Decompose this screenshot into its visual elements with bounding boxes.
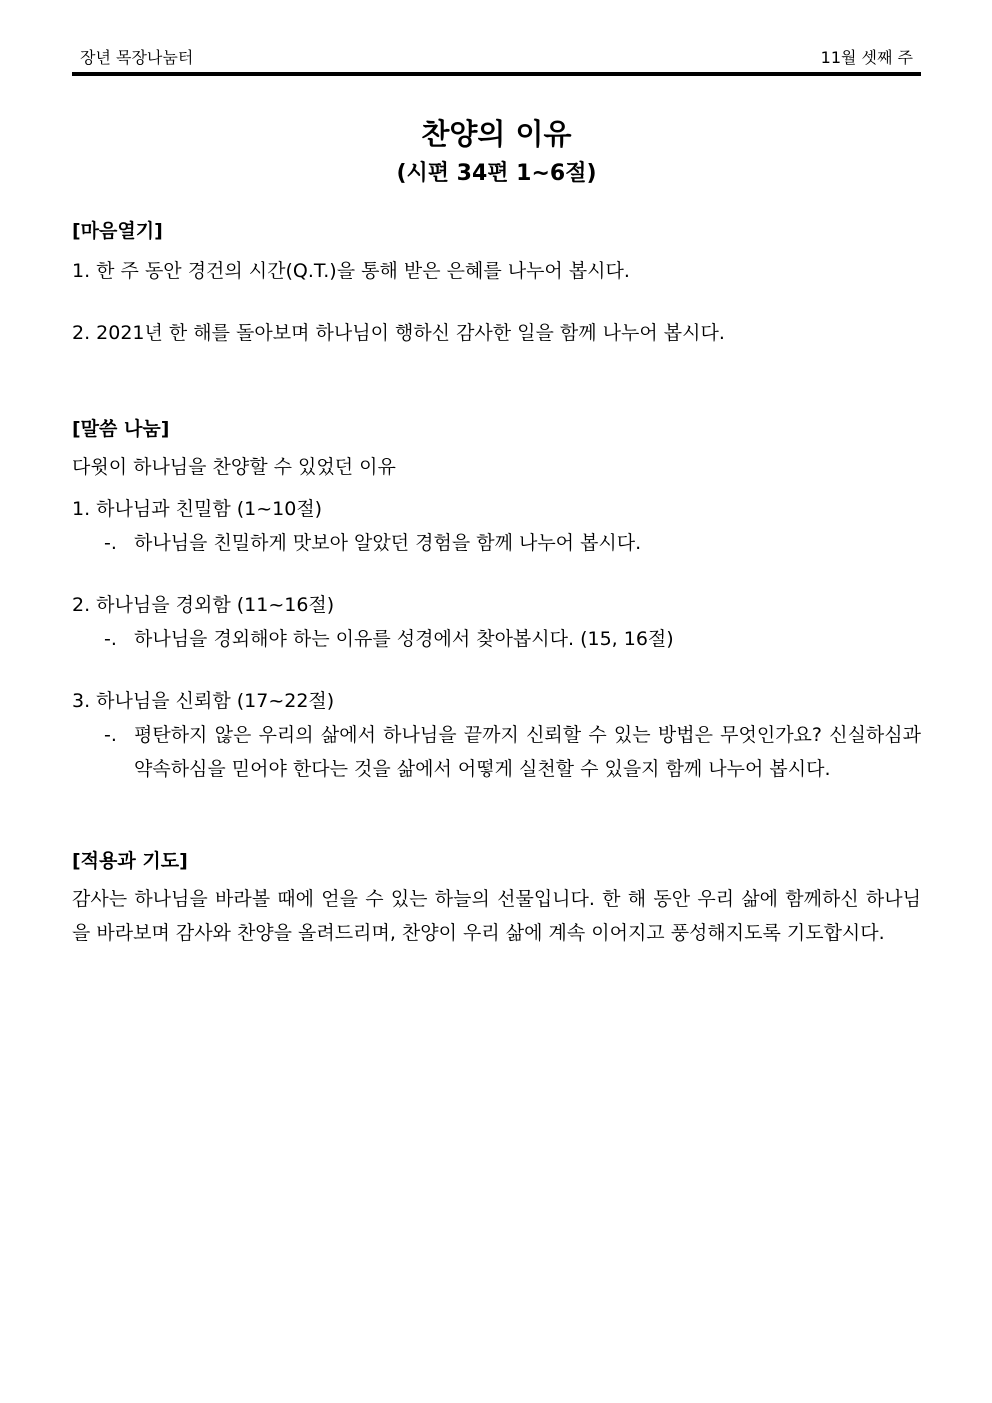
- header-group-name: 장년 목장나눔터: [80, 48, 194, 67]
- word-point-1-title: 1. 하나님과 친밀함 (1~10절): [72, 498, 323, 520]
- document-page: [72, 0, 921, 1403]
- application-text: 감사는 하나님을 바라볼 때에 얻을 수 있는 하늘의 선물입니다. 한 해 동안 우리 삶에 함께하신 하나님을 바라보며 감사와 찬양을 올려드리며, 찬양이 우리 삶에 계속 이어지고 풍성해지도록 기도합시다.: [72, 888, 921, 944]
- word-point-1-detail-text: 하나님을 친밀하게 맛보아 알았던 경험을 함께 나누어 봅시다.: [134, 532, 642, 554]
- page-title: 찬양의 이유: [421, 117, 572, 151]
- section-heading-opening: [마음열기]: [72, 220, 163, 242]
- spacer: [72, 656, 921, 684]
- opening-item-2: 2. 2021년 한 해를 돌아보며 하나님이 행하신 감사한 일을 함께 나누어 봅시다.: [72, 322, 725, 344]
- word-point-2-detail: [72, 622, 921, 656]
- header-week: 11월 셋째 주: [820, 48, 913, 67]
- spacer: [72, 350, 921, 412]
- spacer: [72, 560, 921, 588]
- page-subtitle: (시편 34편 1~6절): [396, 161, 597, 186]
- page-header: [72, 42, 921, 72]
- section-heading-word: [말씀 나눔]: [72, 418, 170, 440]
- header-divider: [72, 72, 921, 76]
- word-point-3-detail-text: 평탄하지 않은 우리의 삶에서 하나님을 끝까지 신뢰할 수 있는 방법은 무엇인가요? 신실하심과 약속하심을 믿어야 한다는 것을 삶에서 어떻게 실천할 수 있을지 함께 나누어 봅시다.: [134, 724, 921, 780]
- dash-marker: -.: [104, 724, 117, 746]
- word-point-3-detail: [72, 718, 921, 786]
- document-body: [72, 214, 921, 950]
- word-intro: 다윗이 하나님을 찬양할 수 있었던 이유: [72, 456, 396, 478]
- opening-item-1: 1. 한 주 동안 경건의 시간(Q.T.)을 통해 받은 은혜를 나누어 봅시다.: [72, 260, 630, 282]
- word-point-2-detail-text: 하나님을 경외해야 하는 이유를 성경에서 찾아봅시다. (15, 16절): [134, 628, 674, 650]
- spacer: [72, 288, 921, 316]
- word-point-3-title: 3. 하나님을 신뢰함 (17~22절): [72, 690, 335, 712]
- word-point-2-title: 2. 하나님을 경외함 (11~16절): [72, 594, 335, 616]
- section-heading-application: [적용과 기도]: [72, 850, 188, 872]
- dash-marker: -.: [104, 532, 117, 554]
- dash-marker: -.: [104, 628, 117, 650]
- word-point-1-detail: [72, 526, 921, 560]
- spacer: [72, 484, 921, 492]
- spacer: [72, 786, 921, 844]
